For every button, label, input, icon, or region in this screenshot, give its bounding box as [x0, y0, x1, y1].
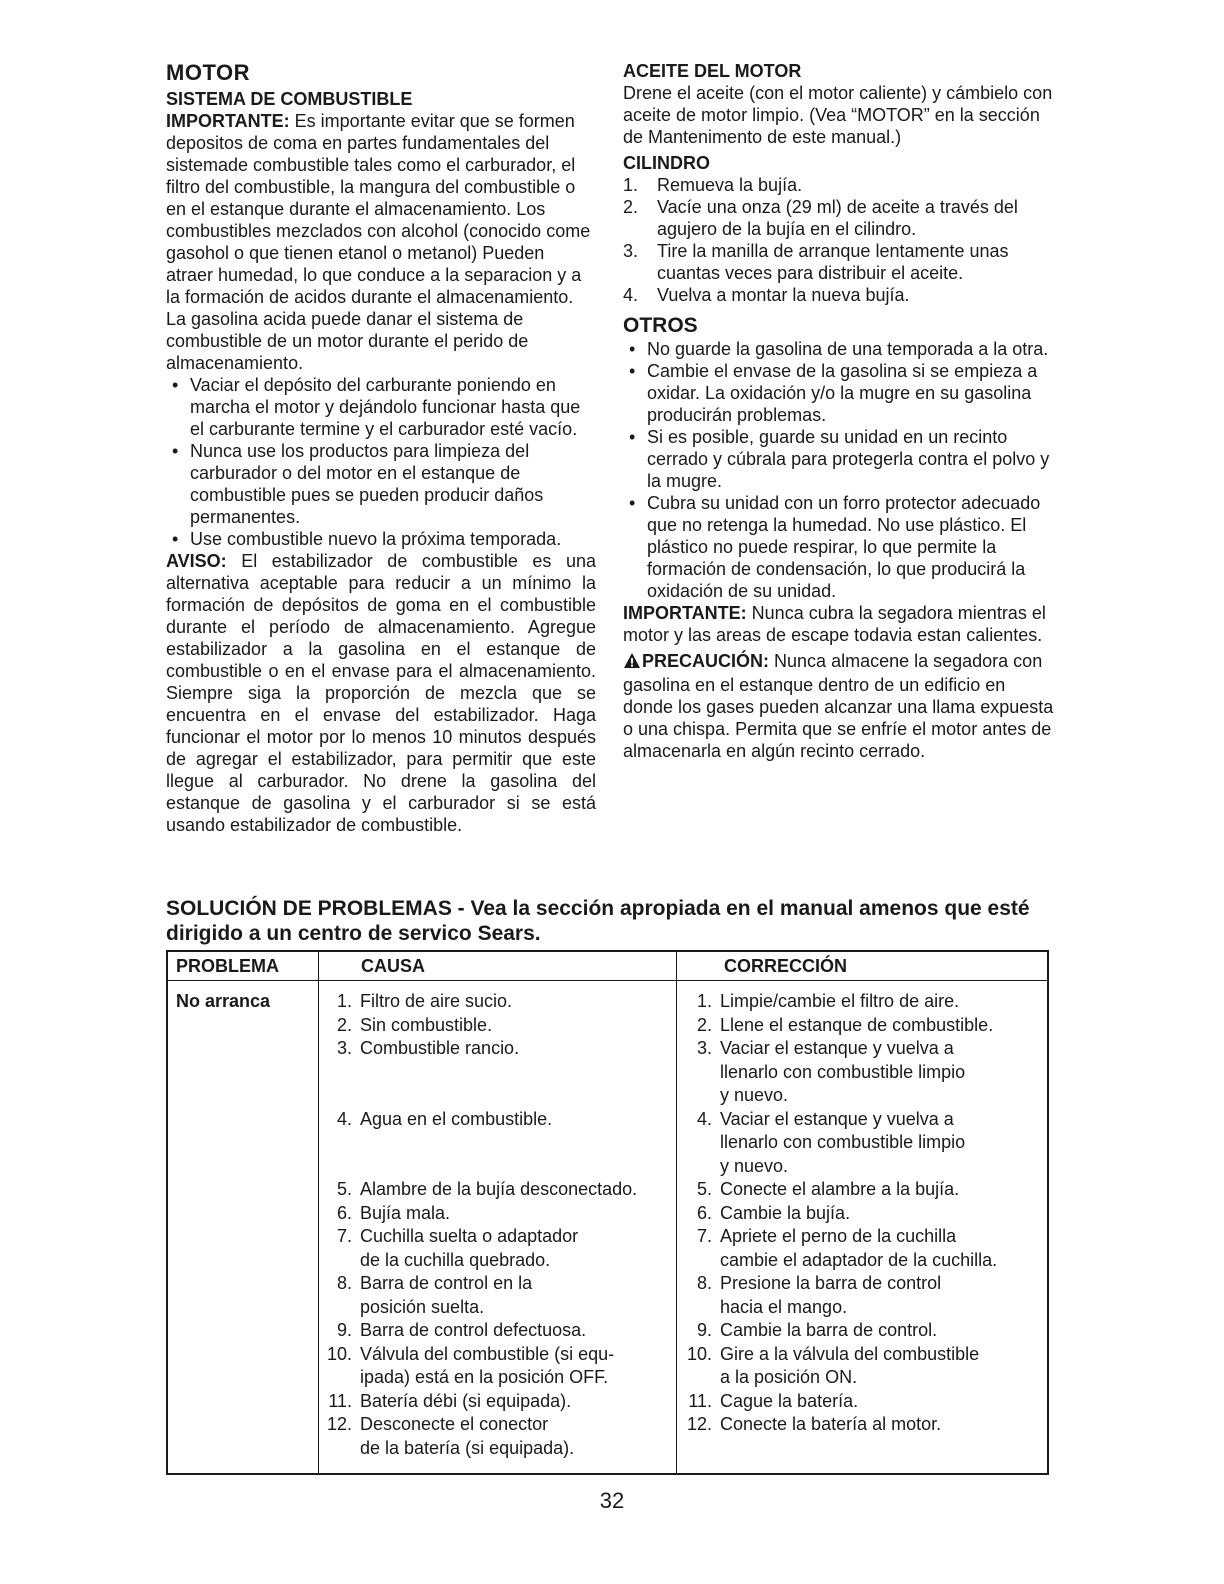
left-column [166, 60, 596, 836]
causes-cell [326, 990, 671, 1460]
item-line: Presione la barra de control [720, 1273, 942, 1293]
list-item [326, 1202, 671, 1226]
list-item [686, 1272, 1046, 1319]
item-line: a la posición ON. [720, 1367, 858, 1387]
item-number: 9. [336, 1320, 352, 1340]
item-line: cambie el adaptador de la cuchilla. [720, 1249, 998, 1270]
item-line: Barra de control en la [360, 1273, 533, 1293]
cylinder-steps [623, 174, 1055, 306]
item-line [360, 1131, 671, 1155]
item-number: 1. [336, 991, 352, 1011]
item-line [360, 1084, 671, 1108]
list-item: • Use combustible nuevo la próxima temporada. [166, 528, 596, 550]
item-line [360, 1061, 671, 1085]
item-line: Cuchilla suelta o adaptador [360, 1226, 579, 1246]
item-line: Gire a la válvula del combustible [720, 1343, 980, 1364]
item-line: Bujía mala. [360, 1202, 451, 1223]
item-line: Cague la batería. [720, 1390, 859, 1411]
list-item [686, 1014, 1046, 1038]
item-number: 5. [336, 1179, 352, 1199]
header-divider [168, 980, 1047, 981]
list-item [686, 1319, 1046, 1343]
item-line: Combustible rancio. [360, 1038, 520, 1058]
list-item [686, 990, 1046, 1014]
warning-triangle-icon [623, 652, 641, 674]
importante-text: Es importante evitar que se formen depositos de coma en partes fundamentales del sistemade combustible tales como el carburador, el filtro del combustible, la mangura del combustible o en el estanque durante el almacenamiento. Los combustibles mezclados con alcohol (conocido come gasohol o que tienen etanol o metanol) Pueden atraer humedad, lo que conduce a la separacion y a la formación de acidos durante el almacenamiento. La gasolina acida puede danar el sistema de combustible de un motor durante el perido de almacenamiento. [166, 111, 591, 373]
item-line: y nuevo. [720, 1085, 789, 1105]
header-problema: PROBLEMA [176, 956, 279, 976]
list-item: • Nunca use los productos para limpieza del carburador o del motor en el estanque de combustible pues se pueden producir daños permanentes. [166, 440, 596, 528]
corrections-list [686, 990, 1046, 1437]
header-correccion: CORRECCIÓN [724, 956, 848, 976]
item-line: Filtro de aire sucio. [360, 991, 513, 1011]
column-divider [318, 952, 319, 1473]
list-item [326, 1413, 671, 1460]
causes-list [326, 990, 671, 1460]
list-item [326, 1225, 671, 1272]
importante-label: IMPORTANTE: [623, 603, 747, 623]
item-line [360, 1155, 671, 1179]
otros-bullet-list [623, 338, 1055, 602]
precaucion-paragraph [623, 650, 1055, 762]
list-item [686, 1413, 1046, 1437]
importante-label: IMPORTANTE: [166, 111, 290, 131]
item-line: hacia el mango. [720, 1296, 848, 1317]
header-causa: CAUSA [361, 956, 426, 976]
item-line: de la cuchilla quebrado. [360, 1249, 551, 1270]
item-line: Agua en el combustible. [360, 1108, 553, 1129]
item-number: 1. [696, 991, 712, 1011]
item-line: llenarlo con combustible limpio [720, 1132, 966, 1152]
item-number: 6. [336, 1202, 352, 1223]
item-line: Apriete el perno de la cuchilla [720, 1226, 957, 1246]
item-line: Cambie la bujía. [720, 1202, 851, 1223]
item-number: 4. [336, 1108, 352, 1129]
item-line: Batería débi (si equipada). [360, 1390, 572, 1411]
item-number: 10. [326, 1343, 352, 1364]
column-divider [676, 952, 677, 1473]
item-line: y nuevo. [720, 1155, 789, 1176]
list-item: • Si es posible, guarde su unidad en un recinto cerrado y cúbrala para protegerla contra el polvo y la mugre. [623, 426, 1055, 492]
engine-oil-heading: ACEITE DEL MOTOR [623, 61, 802, 81]
item-line: Válvula del combustible (si equ- [360, 1343, 615, 1364]
item-number: 12. [686, 1414, 712, 1434]
importante-text: Nunca cubra la segadora mientras el motor y las areas de escape todavia estan calientes. [623, 603, 1046, 645]
item-number: 5. [696, 1179, 712, 1199]
item-line: Vaciar el estanque y vuelva a [720, 1108, 954, 1129]
item-number: 8. [336, 1273, 352, 1293]
item-number: 10. [686, 1343, 712, 1364]
troubleshooting-title: SOLUCIÓN DE PROBLEMAS - Vea la sección apropiada en el manual amenos que esté dirigido a un centro de servico Sears. [166, 897, 1030, 945]
precaucion-label: PRECAUCIÓN: [642, 651, 770, 671]
list-item [326, 1178, 671, 1202]
item-line: llenarlo con combustible limpio [720, 1061, 966, 1082]
problem-cell: No arranca [176, 991, 271, 1011]
motor-title: MOTOR [166, 60, 250, 85]
list-item [686, 1178, 1046, 1202]
list-item [686, 1390, 1046, 1414]
item-line: de la batería (si equipada). [360, 1437, 575, 1458]
list-item [686, 1108, 1046, 1179]
importante-paragraph [623, 602, 1055, 646]
otros-heading: OTROS [623, 314, 698, 337]
fuel-system-heading: SISTEMA DE COMBUSTIBLE [166, 89, 413, 109]
item-number: 9. [696, 1320, 712, 1340]
item-number: 7. [696, 1226, 712, 1246]
aviso-label: AVISO: [166, 551, 227, 571]
list-item [326, 1343, 671, 1390]
item-line: Cambie la barra de control. [720, 1320, 938, 1340]
list-item: 2. Vacíe una onza (29 ml) de aceite a través del agujero de la bujía en el cilindro. [623, 197, 1018, 239]
item-line: Limpie/cambie el filtro de aire. [720, 991, 960, 1011]
list-item [326, 1272, 671, 1319]
cylinder-heading: CILINDRO [623, 153, 710, 173]
item-number: 12. [326, 1414, 352, 1434]
corrections-cell [686, 990, 1046, 1437]
list-item [686, 1202, 1046, 1226]
list-item [326, 990, 671, 1014]
list-item: • Cubra su unidad con un forro protector adecuado que no retenga la humedad. No use plástico. El plástico no puede respirar, lo que permite la formación de condensación, lo que producirá la oxidación de su unidad. [623, 492, 1055, 602]
list-item: • Cambie el envase de la gasolina si se empieza a oxidar. La oxidación y/o la mugre en su gasolina producirán problemas. [623, 360, 1055, 426]
list-item [326, 1390, 671, 1414]
list-item: • Vaciar el depósito del carburante poniendo en marcha el motor y dejándolo funcionar hasta que el carburante termine y el carburador esté vacío. [166, 374, 596, 440]
item-line: Conecte la batería al motor. [720, 1414, 942, 1434]
list-item [326, 1037, 671, 1108]
item-line: Alambre de la bujía desconectado. [360, 1179, 638, 1199]
item-line: Llene el estanque de combustible. [720, 1014, 994, 1035]
item-line: Sin combustible. [360, 1014, 493, 1035]
list-item: 1. Remueva la bujía. [623, 175, 803, 195]
fuel-importante-paragraph [166, 110, 596, 374]
item-line: Vaciar el estanque y vuelva a [720, 1038, 954, 1058]
list-item [686, 1225, 1046, 1272]
fuel-bullet-list [166, 374, 596, 550]
item-line: Barra de control defectuosa. [360, 1320, 587, 1340]
list-item [686, 1037, 1046, 1108]
item-line: ipada) está en la posición OFF. [360, 1367, 609, 1387]
item-number: 3. [336, 1038, 352, 1058]
item-number: 8. [696, 1273, 712, 1293]
troubleshooting-table [166, 950, 1049, 1475]
item-number: 11. [688, 1390, 712, 1411]
aviso-paragraph [166, 550, 596, 836]
item-number: 7. [336, 1226, 352, 1246]
list-item [326, 1319, 671, 1343]
list-item: • No guarde la gasolina de una temporada a la otra. [623, 338, 1055, 360]
page-number: 32 [599, 1488, 625, 1513]
item-number: 11. [328, 1390, 352, 1411]
item-number: 6. [696, 1202, 712, 1223]
item-number: 2. [696, 1014, 712, 1035]
aviso-text: El estabilizador de combustible es una alternativa aceptable para reducir a un mínimo la formación de depósitos de goma en el combustible durante el período de almacenamiento. Agregue estabilizador a la gasolina en el estanque de combustible o en el envase para el almacenamiento. Siempre siga la proporción de mezcla que se encuentra en el envase del estabilizador. Haga funcionar el motor por lo menos 10 minutos después de agregar el estabilizador, para permitir que este llegue al carburador. No drene la gasolina del estanque de gasolina y el carburador si se está usando estabilizador de combustible. [166, 551, 596, 835]
item-number: 4. [696, 1108, 712, 1129]
right-column [623, 60, 1055, 762]
precaucion-text: Nunca almacene la segadora con gasolina en el estanque dentro de un edificio en donde los gases pueden alcanzar una llama expuesta o una chispa. Permita que se enfríe el motor antes de almacenarla en algún recinto cerrado. [623, 651, 1054, 761]
engine-oil-text: Drene el aceite (con el motor caliente) y cámbielo con aceite de motor limpio. (Vea “MOTOR” en la sección de Mantenimento de este manual.) [623, 83, 1053, 147]
list-item [326, 1108, 671, 1179]
item-number: 3. [696, 1038, 712, 1058]
list-item: 3. Tire la manilla de arranque lentamente unas cuantas veces para distribuir el aceite. [623, 241, 1009, 283]
list-item [326, 1014, 671, 1038]
item-line: Desconecte el conector [360, 1414, 549, 1434]
item-line: posición suelta. [360, 1296, 485, 1317]
item-number: 2. [336, 1014, 352, 1035]
list-item [686, 1343, 1046, 1390]
list-item: 4. Vuelva a montar la nueva bujía. [623, 285, 910, 305]
item-line: Conecte el alambre a la bujía. [720, 1179, 960, 1199]
